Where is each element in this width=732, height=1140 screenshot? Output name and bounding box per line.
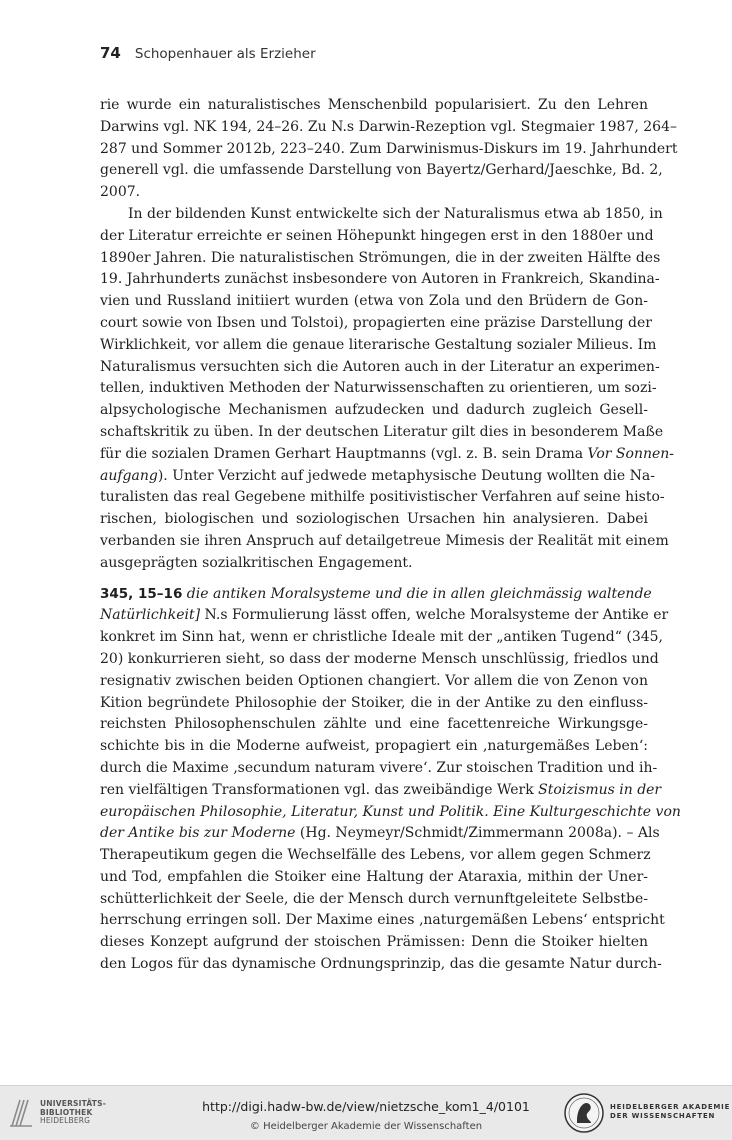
footer-bar <box>0 1085 732 1140</box>
text-line: verbanden sie ihren Anspruch auf detailgetreue Mimesis der Realität mit einem <box>100 532 669 549</box>
text-line: und Tod, empfahlen die Stoiker eine Haltung der Ataraxia, mithin der Uner- <box>100 868 648 885</box>
text-segment: für die sozialen Dramen Gerhart Hauptmanns (vgl. z. B. sein Drama <box>100 445 588 462</box>
body-text <box>100 95 681 976</box>
running-head <box>100 44 648 62</box>
text-line <box>100 780 662 802</box>
text-line: rischen, biologischen und soziologischen Ursachen hin analysieren. Dabei <box>100 511 648 528</box>
text-line: resignativ zwischen beiden Optionen changiert. Vor allem die von Zenon von <box>100 672 648 689</box>
library-name-line: BIBLIOTHEK <box>40 1107 93 1117</box>
academy-seal-icon <box>562 1091 606 1135</box>
text-line <box>100 823 660 845</box>
text-segment: N.s Formulierung lässt offen, welche Moralsysteme der Antike er <box>200 607 669 624</box>
library-name-line: UNIVERSITÄTS- <box>40 1099 107 1108</box>
text-line: 1890er Jahren. Die naturalistischen Strömungen, die in der zweiten Hälfte des <box>100 249 661 266</box>
permalink-url[interactable]: http://digi.hadw-bw.de/view/nietzsche_kom1_4/0101 <box>202 1099 530 1114</box>
academy-logo[interactable] <box>562 1091 731 1135</box>
lemma-reference: 345, 15–16 <box>100 585 183 602</box>
copyright-notice: © Heidelberger Akademie der Wissenschaften <box>249 1121 483 1132</box>
italic-title: der Antike bis zur Moderne <box>100 825 296 842</box>
text-line: schütterlichkeit der Seele, die der Mensch durch vernunftgeleitete Selbstbe- <box>100 890 648 907</box>
text-line: generell vgl. die umfassende Darstellung von Bayertz/Gerhard/Jaeschke, Bd. 2, <box>100 162 663 179</box>
text-line <box>100 466 655 488</box>
text-line <box>100 444 675 466</box>
text-line: 287 und Sommer 2012b, 223–240. Zum Darwinismus-Diskurs im 19. Jahrhundert <box>100 140 678 157</box>
text-segment: ). Unter Verzicht auf jedwede metaphysische Deutung wollten die Na- <box>157 467 655 484</box>
text-line: den Logos für das dynamische Ordnungsprinzip, das die gesamte Natur durch- <box>100 956 662 973</box>
text-line: schichte bis in die Moderne aufweist, propagiert ein ‚naturgemäßes Leben‘: <box>100 738 648 755</box>
italic-title: aufgang <box>100 467 158 484</box>
text-line: court sowie von Ibsen und Tolstoi), propagierten eine präzise Darstellung der <box>100 314 652 331</box>
text-line: Naturalismus versuchten sich die Autoren auch in der Literatur an experimen- <box>100 358 660 375</box>
academy-name-line: DER WISSENSCHAFTEN <box>610 1112 716 1120</box>
text-line: 20) konkurrieren sieht, so dass der moderne Mensch unschlüssig, friedlos und <box>100 650 659 667</box>
text-line: rie wurde ein naturalistisches Menschenbild popularisiert. Zu den Lehren <box>100 97 648 113</box>
text-line: Kition begründete Philosophie der Stoiker, die in der Antike zu den einfluss- <box>100 694 648 711</box>
text-line: durch die Maxime ‚secundum naturam vivere‘. Zur stoischen Tradition und ih- <box>100 759 658 776</box>
text-segment: (Hg. Neymeyr/Schmidt/Zimmermann 2008a). – Als <box>295 825 660 842</box>
page-number: 74 <box>100 44 121 62</box>
lemma-text: die antiken Moralsysteme und die in allen gleichmässig waltende <box>186 585 652 602</box>
text-line: konkret im Sinn hat, wenn er christliche Ideale mit der „antiken Tugend“ (345, <box>100 629 664 646</box>
text-segment: ren vielfältigen Transformationen vgl. das zweibändige Werk <box>100 781 539 798</box>
text-line: tellen, induktiven Methoden der Naturwissenschaften zu orientieren, um sozi- <box>100 380 657 397</box>
text-line: 2007. <box>100 184 141 201</box>
library-name-line: HEIDELBERG <box>40 1116 91 1125</box>
italic-title: Stoizismus in der <box>538 781 662 798</box>
academy-name <box>610 1103 730 1121</box>
text-line <box>100 802 681 824</box>
text-line: In der bildenden Kunst entwickelte sich der Naturalismus etwa ab 1850, in <box>128 205 663 222</box>
text-line: turalisten das real Gegebene mithilfe positivistischer Verfahren auf seine histo- <box>100 489 665 506</box>
running-title: Schopenhauer als Erzieher <box>134 46 316 62</box>
academy-name-line: HEIDELBERGER AKADEMIE <box>610 1103 731 1111</box>
text-line: vien und Russland initiiert wurden (etwa von Zola und den Brüdern de Gon- <box>100 293 648 310</box>
text-line: schaftskritik zu üben. In der deutschen Literatur gilt dies in besonderem Maße <box>100 423 664 440</box>
text-line: alpsychologische Mechanismen aufzudecken und dadurch zugleich Gesell- <box>100 402 648 419</box>
text-line: ausgeprägten sozialkritischen Engagement. <box>100 554 413 571</box>
text-line: Therapeutikum gegen die Wechselfälle des Lebens, vor allem gegen Schmerz <box>100 847 651 864</box>
text-line: dieses Konzept aufgrund der stoischen Prämissen: Denn die Stoiker hielten <box>100 934 648 951</box>
text-line <box>100 584 652 606</box>
text-line <box>100 605 669 627</box>
text-line: Darwins vgl. NK 194, 24–26. Zu N.s Darwin-Rezeption vgl. Stegmaier 1987, 264– <box>100 118 677 135</box>
text-line: 19. Jahrhunderts zunächst insbesondere von Autoren in Frankreich, Skandina- <box>100 271 660 288</box>
italic-title: Vor Sonnen- <box>587 445 675 462</box>
text-line: herrschung erringen soll. Der Maxime eines ‚naturgemäßen Lebens‘ entspricht <box>100 912 665 929</box>
text-line: Wirklichkeit, vor allem die genaue literarische Gestaltung sozialer Milieus. Im <box>100 336 657 353</box>
paragraph-gap <box>100 575 648 584</box>
lemma-text: Natürlichkeit] <box>100 607 201 624</box>
italic-title: europäischen Philosophie, Literatur, Kunst und Politik. Eine Kulturgeschichte von <box>100 803 681 820</box>
text-line: reichsten Philosophenschulen zählte und eine facettenreiche Wirkungsge- <box>100 716 648 733</box>
text-line: der Literatur erreichte er seinen Höhepunkt hingegen erst in den 1880er und <box>100 227 654 244</box>
